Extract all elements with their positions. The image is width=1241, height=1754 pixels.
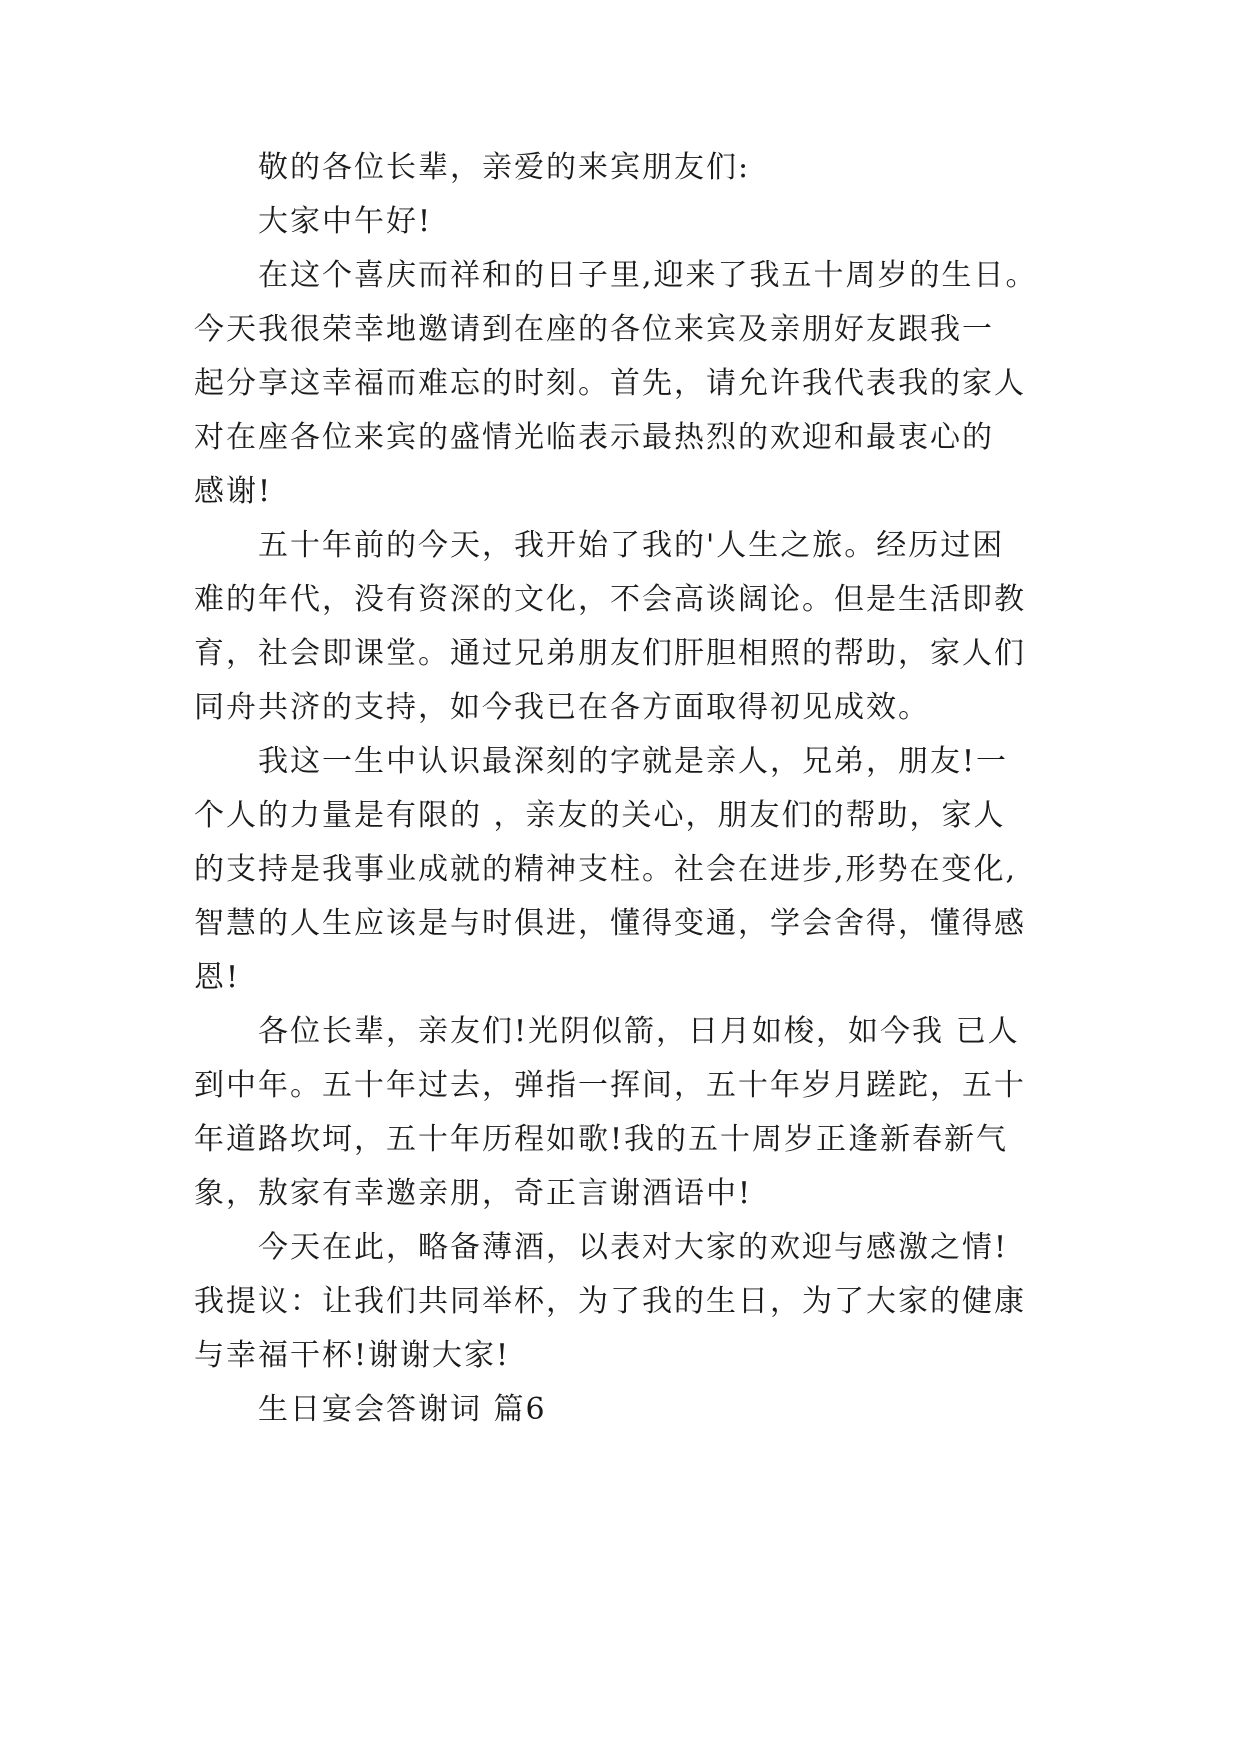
paragraph-4-line-3: 年道路坎坷，五十年历程如歌!我的五十周岁正逢新春新气 <box>194 1122 1009 1157</box>
paragraph-2-line-3: 育，社会即课堂。通过兄弟朋友们肝胆相照的帮助，家人们 <box>194 636 1026 671</box>
paragraph-1-line-2: 今天我很荣幸地邀请到在座的各位来宾及亲朋好友跟我一 <box>194 312 994 347</box>
paragraph-2-line-2: 难的年代，没有资深的文化，不会高谈阔论。但是生活即教 <box>194 582 1026 617</box>
paragraph-5-line-1: 今天在此，略备薄酒，以表对大家的欢迎与感激之情! <box>258 1230 1009 1265</box>
paragraph-5-line-3: 与幸福干杯!谢谢大家! <box>194 1338 511 1373</box>
paragraph-3-line-4: 智慧的人生应该是与时俱进，懂得变通，学会舍得，懂得感 <box>194 906 1026 941</box>
paragraph-1-line-1: 在这个喜庆而祥和的日子里,迎来了我五十周岁的生日。 <box>258 258 1038 293</box>
paragraph-3-line-1: 我这一生中认识最深刻的字就是亲人，兄弟，朋友!一 <box>258 744 1009 779</box>
paragraph-5-line-2: 我提议：让我们共同举杯，为了我的生日，为了大家的健康 <box>194 1284 1026 1319</box>
paragraph-3-line-2: 个人的力量是有限的 ，亲友的关心，朋友们的帮助，家人 <box>194 798 1006 833</box>
paragraph-1-line-5: 感谢! <box>194 474 273 509</box>
paragraph-2-line-4: 同舟共济的支持，如今我已在各方面取得初见成效。 <box>194 690 930 725</box>
paragraph-3-line-3: 的支持是我事业成就的精神支柱。社会在进步,形势在变化, <box>194 852 1018 887</box>
paragraph-3-line-5: 恩! <box>194 960 241 995</box>
paragraph-1-line-4: 对在座各位来宾的盛情光临表示最热烈的欢迎和最衷心的 <box>194 420 994 455</box>
section-heading: 生日宴会答谢词 篇6 <box>258 1392 547 1427</box>
paragraph-4-line-1: 各位长辈，亲友们!光阴似箭，日月如梭，如今我 已人 <box>258 1014 1020 1049</box>
greeting-line: 敬的各位长辈，亲爱的来宾朋友们: <box>258 150 751 185</box>
paragraph-2-line-1: 五十年前的今天，我开始了我的'人生之旅。经历过困 <box>258 528 1005 563</box>
paragraph-4-line-4: 象，敖家有幸邀亲朋，奇正言谢酒语中! <box>194 1176 753 1211</box>
paragraph-1-line-3: 起分享这幸福而难忘的时刻。首先，请允许我代表我的家人 <box>194 366 1026 401</box>
salutation-line: 大家中午好! <box>258 204 433 239</box>
paragraph-4-line-2: 到中年。五十年过去，弹指一挥间，五十年岁月蹉跎，五十 <box>194 1068 1026 1103</box>
